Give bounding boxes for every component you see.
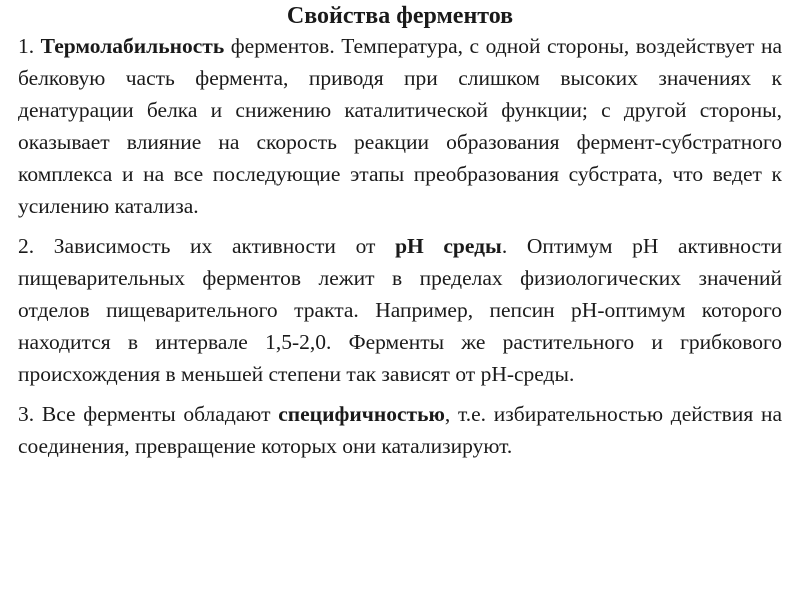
paragraph-number: 2. [18,234,35,258]
paragraph-text: , т.е. избирательностью действия на соединения, превращение которых они катализируют. [18,402,783,458]
paragraph-3 [18,398,782,462]
slide-content [18,30,782,470]
paragraph-text: ферментов. Температура, с одной стороны, воздействует на белковую часть фермента, приводя при слишком высоких значениях к денатурации белка и снижению каталитической функции; с другой стороны, оказывает влияние на скорость реакции образования фермент-субстратного комплекса и на все последующие этапы преобразования субстрата, что ведет к усилению катализа. [18,34,782,218]
paragraph-term: специфичностью [278,402,445,426]
paragraph-text-lead: Зависимость их активности от [53,234,396,258]
paragraph-1 [18,30,782,222]
paragraph-2 [18,230,782,390]
paragraph-term: Термолабильность [40,34,225,58]
paragraph-number: 1. [18,34,35,58]
paragraph-text-lead: Все ферменты обладают [41,402,279,426]
paragraph-text: . Оптимум рН активности пищеварительных ферментов лежит в пределах физиологических значений отделов пищеварительного тракта. Например, пепсин рН-оптимум которого находится в интервале 1,5-2,0. Ферменты же растительного и грибкового происхождения в меньшей степени так зависят от рН-среды. [18,234,782,386]
paragraph-term: рН среды [395,234,502,258]
paragraph-number: 3. [18,402,35,426]
slide-title: Свойства ферментов [286,3,514,29]
